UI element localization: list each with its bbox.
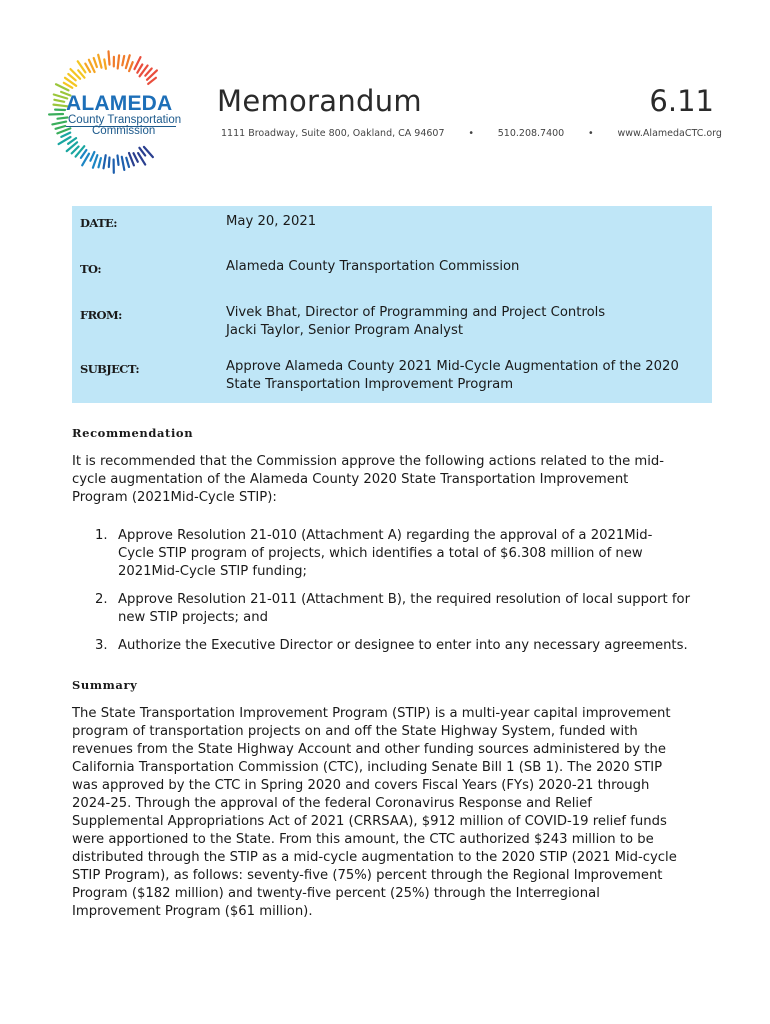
logo-burst-ray — [126, 55, 130, 68]
summary-line: California Transportation Commission (CTC), including Senate Bill 1 (SB 1). The 2020 STIP — [72, 760, 663, 775]
separator-bullet: • — [588, 128, 594, 139]
logo-burst-ray — [90, 152, 94, 161]
website-link[interactable]: www.AlamedaCTC.org — [617, 128, 722, 139]
subject-value-line2: State Transportation Improvement Program — [226, 377, 514, 392]
list-number: 1. — [95, 528, 108, 543]
logo-burst-ray — [56, 126, 66, 129]
summary-line: was approved by the CTC in Spring 2020 and covers Fiscal Years (FYs) 2020-21 through — [72, 778, 650, 793]
logo-burst-ray — [64, 83, 73, 88]
memo-header-box — [72, 206, 712, 403]
separator-bullet: • — [468, 128, 474, 139]
list-number: 2. — [95, 592, 108, 607]
logo-subtitle-line2: Commission — [92, 125, 156, 137]
contact-line — [221, 128, 722, 139]
summary-line: Program ($182 million) and twenty-five percent (25%) through the Interregional — [72, 886, 600, 901]
list-item-line: new STIP projects; and — [118, 610, 268, 625]
list-number: 3. — [95, 638, 108, 653]
logo-burst-ray — [52, 122, 66, 125]
logo-burst-ray — [118, 55, 119, 68]
logo-burst-ray — [72, 147, 79, 154]
date-label: DATE: — [80, 216, 117, 230]
logo-burst-ray — [104, 155, 106, 168]
summary-line: program of transportation projects on and off the State Highway System, funded with — [72, 724, 638, 739]
logo-burst-ray — [122, 157, 125, 170]
logo-burst-ray — [68, 74, 75, 80]
logo-burst-ray — [137, 65, 142, 73]
logo-burst-ray — [99, 158, 101, 167]
logo-burst-ray — [81, 150, 87, 158]
logo-burst-ray — [85, 64, 90, 72]
memo-title: Memorandum — [217, 84, 422, 118]
subject-label: SUBJECT: — [80, 362, 140, 376]
summary-line: The State Transportation Improvement Program (STIP) is a multi-year capital improvement — [72, 706, 671, 721]
list-item-line: Cycle STIP program of projects, which identifies a total of $6.308 million of new — [118, 546, 643, 561]
from-value-line2: Jacki Taylor, Senior Program Analyst — [226, 323, 463, 338]
recommendation-heading: Recommendation — [72, 426, 194, 440]
summary-heading: Summary — [72, 678, 138, 692]
logo-burst-ray — [93, 155, 98, 168]
from-label: FROM: — [80, 308, 122, 322]
logo-subtitle-line1: County Transportation — [68, 114, 182, 126]
list-item-line: 2021Mid-Cycle STIP funding; — [118, 564, 307, 579]
list-item-line: Approve Resolution 21-010 (Attachment A) regarding the approval of a 2021Mid- — [118, 528, 653, 543]
logo-burst-ray — [104, 59, 106, 68]
phone: 510.208.7400 — [497, 128, 565, 139]
to-value: Alameda County Transportation Commission — [226, 259, 520, 274]
logo-burst-ray — [122, 56, 124, 65]
recommendation-intro-line: cycle augmentation of the Alameda County 2020 State Transportation Improvement — [72, 472, 629, 487]
logo-burst-ray — [58, 118, 68, 119]
agenda-item-number: 6.11 — [649, 84, 714, 118]
logo-wordmark: ALAMEDA — [66, 92, 173, 115]
logo-burst-ray — [109, 158, 110, 168]
summary-line: 2024-25. Through the approval of the federal Coronavirus Response and Relief — [72, 796, 592, 811]
summary-line: were apportioned to the State. From this amount, the CTC authorized $243 million to be — [72, 832, 654, 847]
list-item-line: Authorize the Executive Director or designee to enter into any necessary agreements. — [118, 638, 688, 653]
logo-burst-ray — [54, 100, 64, 102]
date-value: May 20, 2021 — [226, 214, 317, 229]
summary-line: revenues from the State Highway Account and other funding sources administered by the — [72, 742, 666, 757]
summary-line: distributed through the STIP as a mid-cycle augmentation to the 2020 STIP (2021 Mid-cycle — [72, 850, 677, 865]
list-item-line: Approve Resolution 21-011 (Attachment B), the required resolution of local support for — [118, 592, 691, 607]
logo-burst-ray — [126, 158, 129, 167]
to-label: TO: — [80, 262, 102, 276]
logo-burst-ray — [145, 69, 151, 76]
subject-value-line1: Approve Alameda County 2021 Mid-Cycle Augmentation of the 2020 — [226, 359, 679, 374]
summary-line: Improvement Program ($61 million). — [72, 904, 313, 919]
logo-burst-ray — [129, 62, 133, 71]
summary-line: STIP Program), as follows: seventy-five (75%) percent through the Regional Improvement — [72, 868, 663, 883]
from-value-line1: Vivek Bhat, Director of Programming and Project Controls — [226, 305, 606, 320]
logo-burst-ray — [118, 156, 119, 165]
logo-burst-ray — [98, 55, 101, 68]
address: 1111 Broadway, Suite 800, Oakland, CA 94607 — [221, 128, 445, 139]
recommendation-intro-line: Program (2021Mid-Cycle STIP): — [72, 490, 277, 505]
logo-burst-ray — [94, 58, 97, 67]
logo-burst-ray — [134, 153, 138, 162]
logo-burst-ray — [49, 114, 63, 115]
logo-burst-ray — [61, 133, 70, 137]
summary-line: Supplemental Appropriations Act of 2021 (CRRSAA), $912 million of COVID-19 relief funds — [72, 814, 667, 829]
recommendation-intro-line: It is recommended that the Commission approve the following actions related to the mid- — [72, 454, 665, 469]
logo-burst-ray — [109, 51, 110, 64]
